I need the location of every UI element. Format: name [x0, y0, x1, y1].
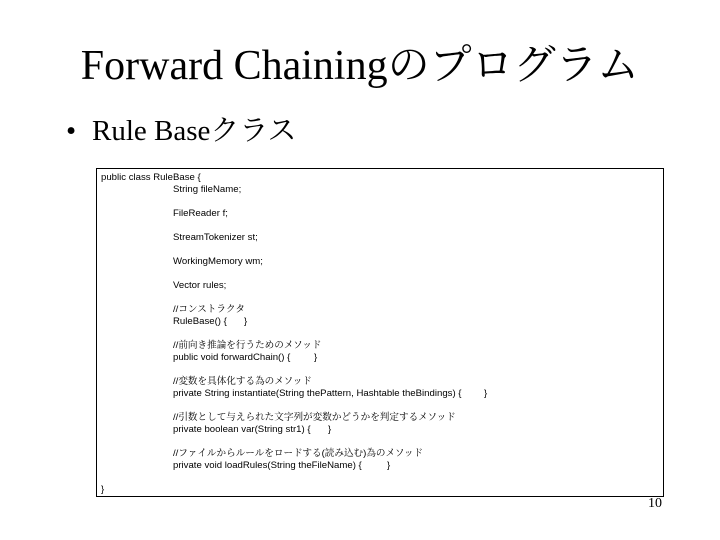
code-comment-constructor: //コンストラクタ — [173, 304, 246, 315]
bullet-text: Rule Baseクラス — [92, 115, 297, 147]
code-comment-load-rules: //ファイルからルールをロードする(読み込む)為のメソッド — [173, 448, 424, 459]
code-comment-instantiate: //変数を具体化する為のメソッド — [173, 376, 312, 387]
code-class-declaration: public class RuleBase { — [101, 172, 201, 183]
code-field-rules: Vector rules; — [173, 280, 227, 291]
code-constructor-signature: RuleBase() { — [173, 316, 227, 327]
code-comment-forward-chain: //前向き推論を行うためのメソッド — [173, 340, 322, 351]
code-instantiate-close: } — [484, 388, 488, 399]
page-number: 10 — [648, 496, 662, 511]
code-field-working-memory: WorkingMemory wm; — [173, 256, 263, 267]
code-instantiate-signature: private String instantiate(String thePattern, Hashtable theBindings) { — [173, 388, 462, 399]
bullet-item — [66, 112, 297, 150]
code-field-filereader: FileReader f; — [173, 208, 228, 219]
code-load-rules-signature: private void loadRules(String theFileName) { — [173, 460, 362, 471]
code-load-rules-close: } — [387, 460, 391, 471]
code-class-close: } — [101, 484, 105, 495]
bullet-marker: • — [66, 115, 77, 147]
code-block — [96, 168, 664, 497]
code-var-close: } — [328, 424, 332, 435]
code-field-filename: String fileName; — [173, 184, 242, 195]
code-field-tokenizer: StreamTokenizer st; — [173, 232, 258, 243]
slide-title: Forward Chainingのプログラム — [80, 43, 640, 89]
code-var-signature: private boolean var(String str1) { — [173, 424, 311, 435]
code-comment-var: //引数として与えられた文字列が変数かどうかを判定するメソッド — [173, 412, 456, 423]
code-forward-chain-signature: public void forwardChain() { — [173, 352, 291, 363]
code-forward-chain-close: } — [314, 352, 318, 363]
code-constructor-close: } — [244, 316, 248, 327]
